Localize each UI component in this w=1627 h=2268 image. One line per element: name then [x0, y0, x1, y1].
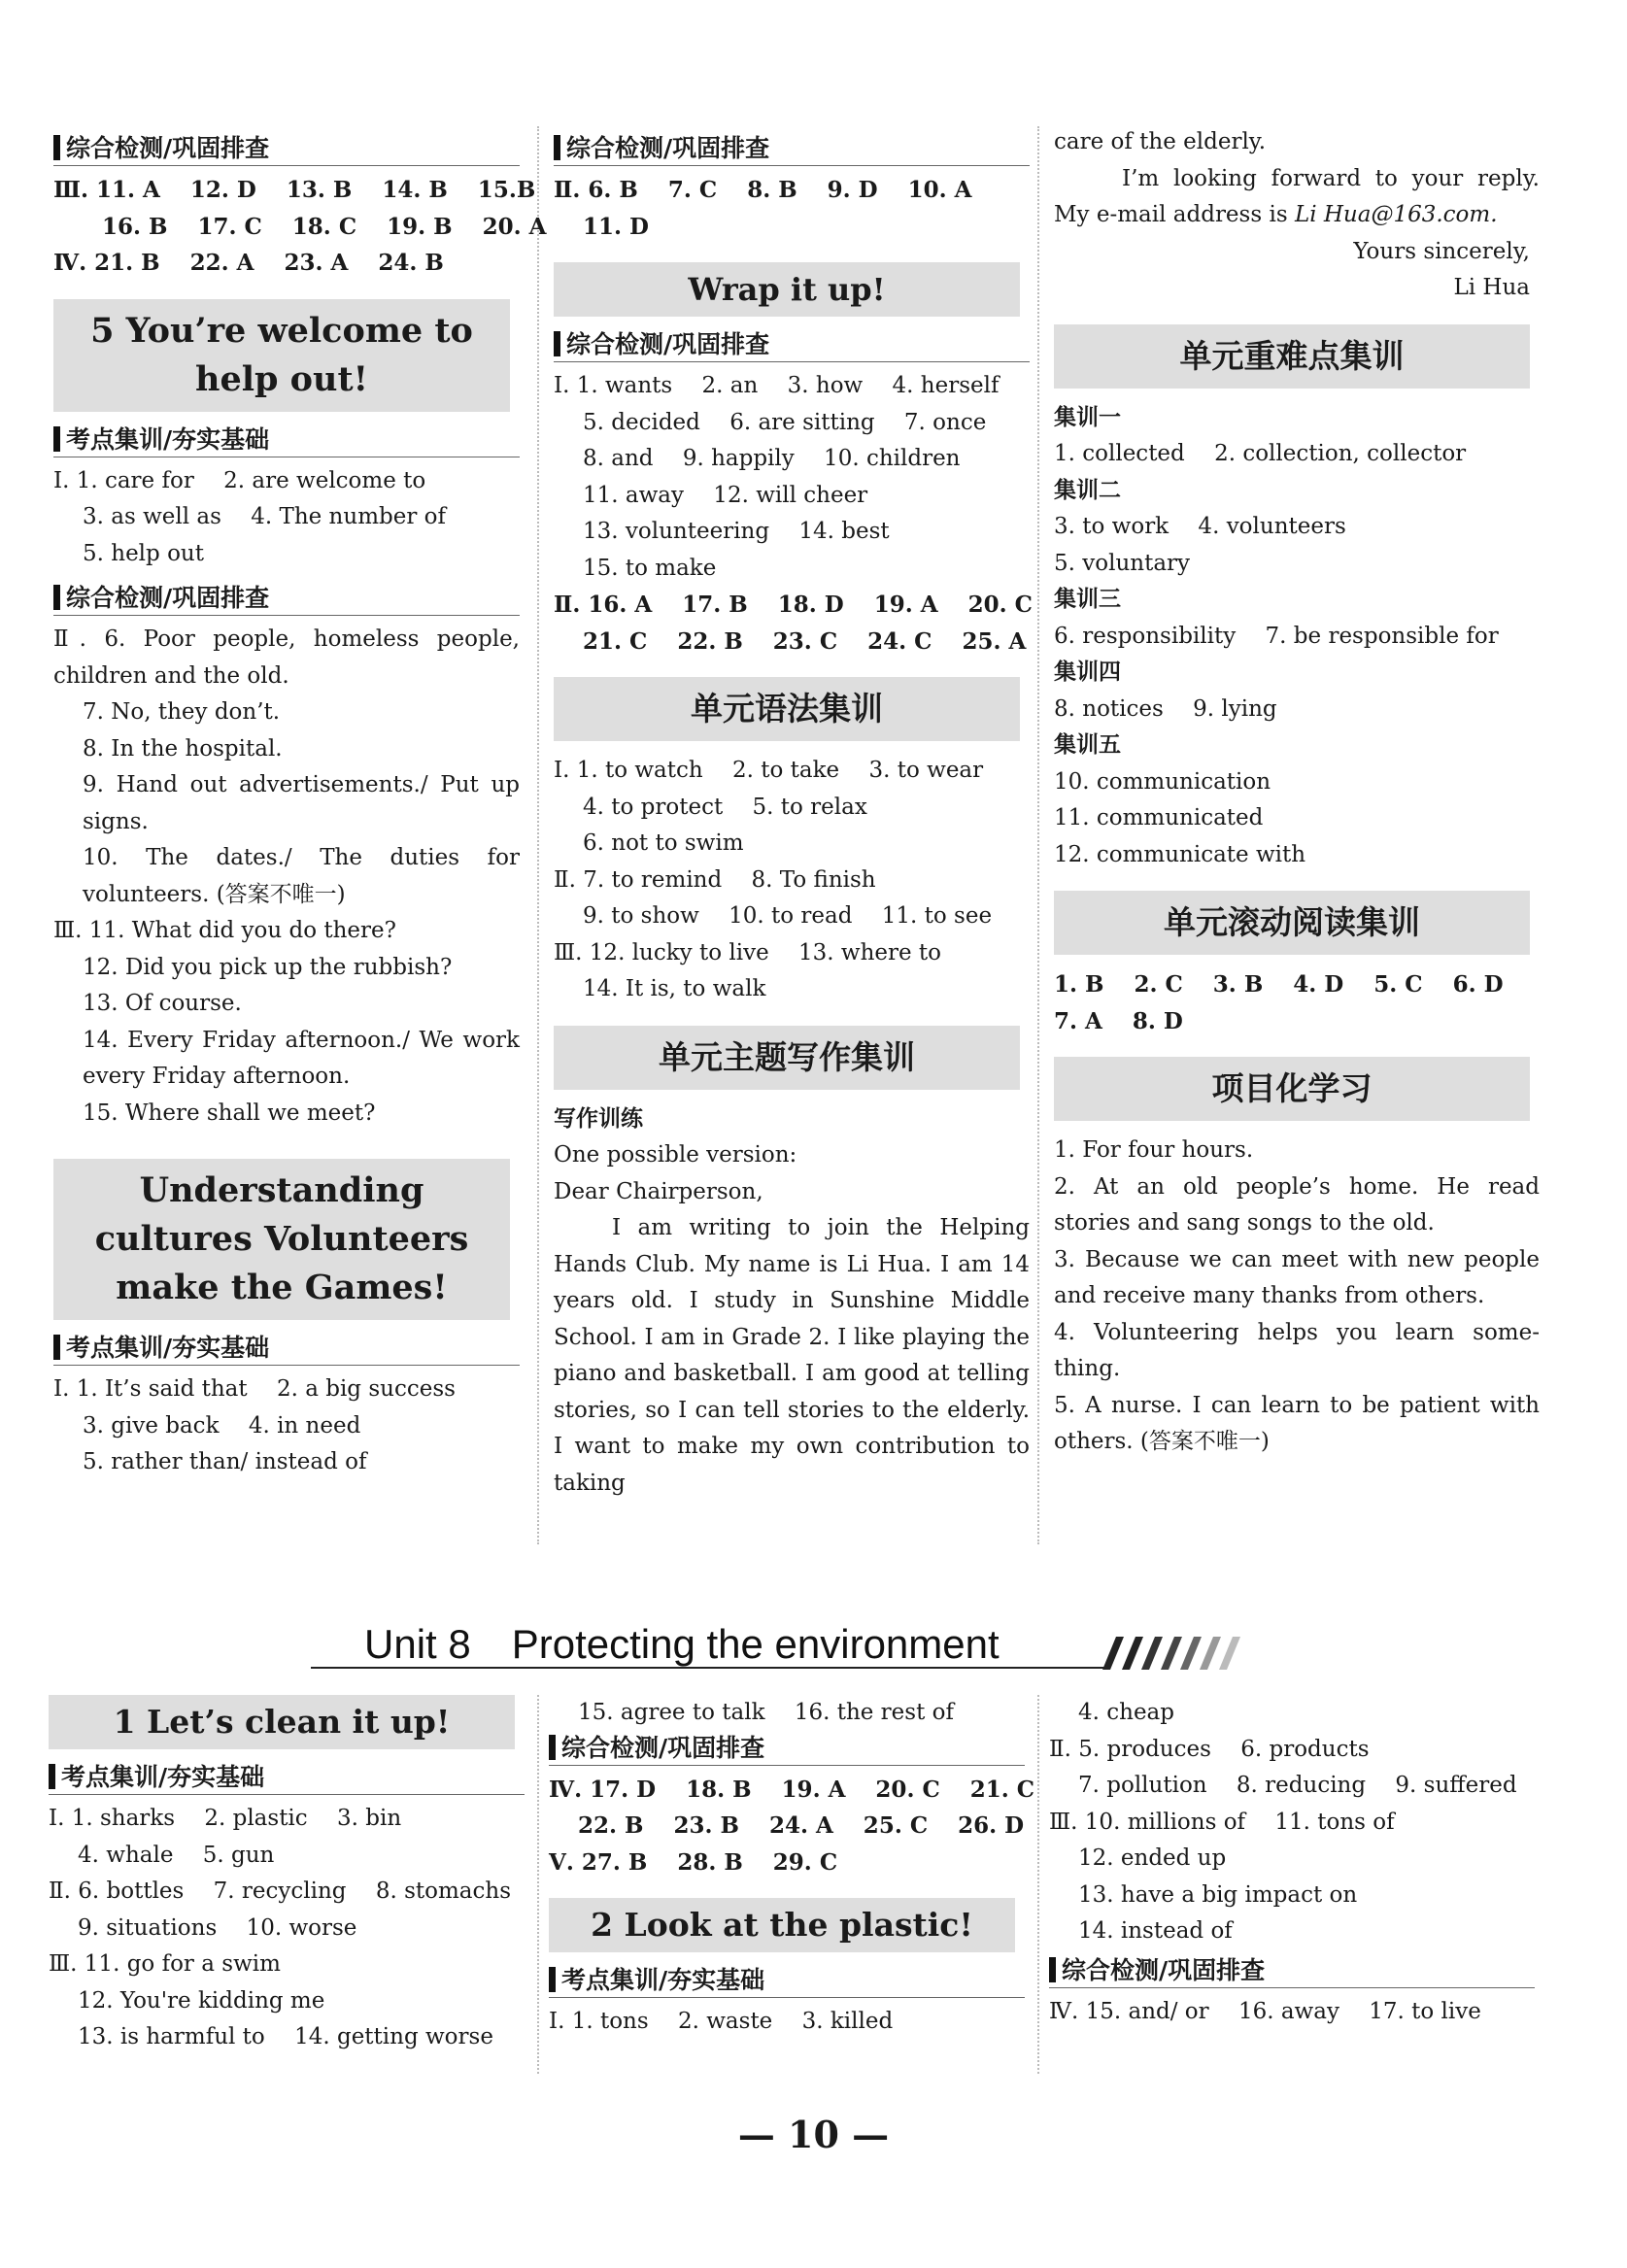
answer-line: 9. situations 10. worse: [78, 1914, 357, 1941]
lesson-title: 2 Look at the plastic!: [549, 1898, 1015, 1952]
essay-paragraph: I am writing to join the Helping Hands Club. My name is Li Hua. I am 14 years old. I study in Sunshine Middle School. I am in Grade 2. I like playing the piano and basketball. I am good at telling stories, so I can tell stories to the elderly. I want to make my own contribution to taking: [554, 1215, 1030, 1496]
answer-line: 15. to make: [583, 555, 717, 581]
section-header: 综合检测/巩固排查: [549, 1732, 1025, 1766]
answer-line: 2. At an old people’s home. He read stories and sang songs to the old.: [1054, 1173, 1540, 1236]
answer-line: 14. instead of: [1078, 1918, 1233, 1944]
essay-line: care of the elderly.: [1054, 129, 1267, 154]
answer-line: Ⅰ. 1. wants 2. an 3. how 4. herself: [554, 373, 1000, 398]
answer-line: Ⅱ. 7. to remind 8. To finish: [554, 866, 876, 893]
lesson-title: Wrap it up!: [554, 262, 1020, 317]
section-header: 考点集训/夯实基础: [53, 423, 520, 457]
answer-line: 13. volunteering 14. best: [583, 519, 890, 544]
answer-line: 11. communicated: [1054, 805, 1264, 830]
answer-line: 1. collected 2. collection, collector: [1054, 441, 1467, 466]
answer-line: 4. whale 5. gun: [78, 1842, 275, 1868]
answer-line: Ⅳ. 17. D 18. B 19. A 20. C 21. C: [549, 1776, 1035, 1803]
subsection-label: 写作训练: [554, 1105, 643, 1132]
section-title: 单元语法集训: [554, 677, 1020, 741]
essay-line: Dear Chairperson,: [554, 1178, 763, 1204]
answer-line: 7. A 8. D: [1054, 1007, 1183, 1034]
stripes-decoration-icon: [1093, 1637, 1248, 1670]
answer-line: Ⅱ. 6. Poor people, homeless people, children and the old.: [53, 626, 520, 689]
column-divider: [537, 126, 539, 1544]
answer-line: 8. and 9. happily 10. children: [583, 446, 961, 471]
answer-line: 3. give back 4. in need: [83, 1412, 361, 1439]
answer-line: Ⅱ. 6. bottles 7. recycling 8. stomachs: [49, 1879, 511, 1904]
answer-line: 12. ended up: [1078, 1845, 1227, 1871]
answer-line: 9. to show 10. to read 11. to see: [583, 903, 993, 929]
answer-line: 12. Did you pick up the rubbish?: [83, 954, 453, 980]
answer-line: 3. as well as 4. The number of: [83, 504, 446, 529]
answer-line: 6. not to swim: [583, 830, 744, 856]
unit-title: Unit 8 Protecting the environment: [364, 1621, 1000, 1667]
answer-line: 13. Of course.: [83, 991, 242, 1016]
answer-line: 8. In the hospital.: [83, 735, 283, 762]
answer-line: Ⅴ. 27. B 28. B 29. C: [549, 1848, 838, 1876]
answer-line: Ⅲ. 12. lucky to live 13. where to: [554, 939, 942, 965]
answer-line: 1. B 2. C 3. B 4. D 5. C 6. D: [1054, 971, 1504, 998]
answer-line: Ⅲ. 10. millions of 11. tons of: [1049, 1809, 1395, 1835]
subsection-label: 集训二: [1054, 477, 1121, 503]
section-title: 单元重难点集训: [1054, 324, 1530, 389]
subsection-label: 集训三: [1054, 587, 1121, 612]
answer-line: 3. Because we can meet with new people and receive many thanks from others.: [1054, 1246, 1540, 1308]
answer-line: 13. have a big impact on: [1078, 1881, 1358, 1908]
answer-line: 22. B 23. B 24. A 25. C 26. D: [578, 1812, 1025, 1839]
section-title: 单元滚动阅读集训: [1054, 891, 1530, 955]
answer-line: 12. You're kidding me: [78, 1987, 325, 2014]
section-header: 综合检测/巩固排查: [554, 132, 1030, 166]
section-header: 考点集训/夯实基础: [49, 1761, 525, 1795]
section-header: 考点集训/夯实基础: [53, 1332, 520, 1366]
answer-line: Ⅳ. 21. B 22. A 23. A 24. B: [53, 250, 444, 276]
lesson-title: Understanding cultures Volunteers make the Games!: [53, 1159, 510, 1320]
essay-line: One possible version:: [554, 1142, 797, 1168]
answer-line: 14. Every Friday afternoon./ We work every Friday afternoon.: [83, 1027, 520, 1089]
answer-line: 10. communication: [1054, 768, 1271, 795]
answer-line: 12. communicate with: [1054, 841, 1306, 867]
page-number: — 10 —: [737, 2113, 890, 2156]
answer-line: Ⅲ. 11. A 12. D 13. B 14. B 15.B: [53, 177, 536, 203]
answer-line: 1. For four hours.: [1054, 1137, 1254, 1163]
answer-line: 7. No, they don’t.: [83, 699, 281, 725]
column-divider: [1037, 126, 1039, 1544]
answer-line: Ⅰ. 1. to watch 2. to take 3. to wear: [554, 758, 984, 783]
subsection-label: 集训四: [1054, 660, 1121, 685]
column-divider: [537, 1695, 539, 2074]
answer-column-2: [554, 122, 1033, 1502]
answer-line: 16. B 17. C 18. C 19. B 20. A: [102, 213, 547, 240]
answer-line: Ⅰ. 1. sharks 2. plastic 3. bin: [49, 1806, 402, 1831]
lesson-title: 5 You’re welcome to help out!: [53, 299, 510, 412]
answer-line: 6. responsibility 7. be responsible for: [1054, 623, 1499, 649]
answer-line: 4. Volunteering helps you learn some-thing.: [1054, 1319, 1540, 1381]
answer-column-6: [1049, 1695, 1535, 2030]
section-header: 综合检测/巩固排查: [53, 582, 520, 616]
answer-line: Ⅱ. 5. produces 6. products: [1049, 1736, 1370, 1762]
answer-column-5: [549, 1695, 1035, 2041]
answer-line: 4. cheap: [1078, 1700, 1174, 1725]
answer-line: 11. D: [583, 213, 649, 240]
section-header: 综合检测/巩固排查: [53, 132, 520, 166]
answer-line: 15. agree to talk 16. the rest of: [578, 1700, 955, 1725]
answer-line: 5. rather than/ instead of: [83, 1449, 367, 1474]
answer-column-1: [53, 122, 547, 1481]
answer-line: 5. A nurse. I can learn to be patient with others. (答案不唯一): [1054, 1392, 1540, 1454]
essay-signature: Li Hua: [1453, 275, 1530, 300]
answer-line: 11. away 12. will cheer: [583, 482, 868, 508]
subsection-label: 集训一: [1054, 404, 1121, 430]
answer-line: 8. notices 9. lying: [1054, 695, 1277, 722]
answer-line: 9. Hand out advertisements./ Put up signs.: [83, 772, 520, 834]
answer-column-3: [1054, 124, 1540, 1461]
answer-line: 5. help out: [83, 540, 204, 566]
unit-title-underline: [311, 1667, 1107, 1669]
answer-line: Ⅳ. 15. and/ or 16. away 17. to live: [1049, 1998, 1481, 2024]
answer-line: 13. is harmful to 14. getting worse: [78, 2024, 493, 2049]
section-title: 项目化学习: [1054, 1057, 1530, 1121]
answer-column-4: [49, 1695, 525, 2056]
answer-line: 5. decided 6. are sitting 7. once: [583, 409, 987, 435]
essay-closing: Yours sincerely,: [1353, 238, 1530, 264]
answer-line: Ⅱ. 16. A 17. B 18. D 19. A 20. C: [554, 592, 1033, 618]
answer-line: 3. to work 4. volunteers: [1054, 514, 1346, 539]
column-divider: [1037, 1695, 1039, 2074]
answer-line: Ⅲ. 11. go for a swim: [49, 1951, 281, 1977]
answer-line: 4. to protect 5. to relax: [583, 794, 867, 820]
subsection-label: 集训五: [1054, 732, 1121, 758]
answer-line: Ⅰ. 1. care for 2. are welcome to: [53, 467, 426, 493]
section-header: 综合检测/巩固排查: [554, 328, 1030, 362]
answer-line: Ⅰ. 1. It’s said that 2. a big success: [53, 1376, 456, 1402]
answer-line: Ⅰ. 1. tons 2. waste 3. killed: [549, 2009, 894, 2034]
answer-line: 7. pollution 8. reducing 9. suffered: [1078, 1773, 1517, 1798]
essay-paragraph: I’m looking forward to your reply. My e-mail address is Li Hua@163.com.: [1054, 165, 1540, 227]
answer-line: 14. It is, to walk: [583, 976, 766, 1001]
answer-line: 5. voluntary: [1054, 550, 1191, 576]
answer-line: 21. C 22. B 23. C 24. C 25. A: [583, 627, 1027, 655]
lesson-title: 1 Let’s clean it up!: [49, 1695, 515, 1749]
section-header: 考点集训/夯实基础: [549, 1964, 1025, 1998]
answer-line: 10. The dates./ The duties for volunteers. (答案不唯一): [83, 845, 520, 907]
answer-line: Ⅲ. 11. What did you do there?: [53, 918, 396, 943]
section-title: 单元主题写作集训: [554, 1026, 1020, 1090]
section-header: 综合检测/巩固排查: [1049, 1954, 1535, 1988]
answer-line: Ⅱ. 6. B 7. C 8. B 9. D 10. A: [554, 177, 972, 203]
answer-line: 15. Where shall we meet?: [83, 1100, 376, 1126]
